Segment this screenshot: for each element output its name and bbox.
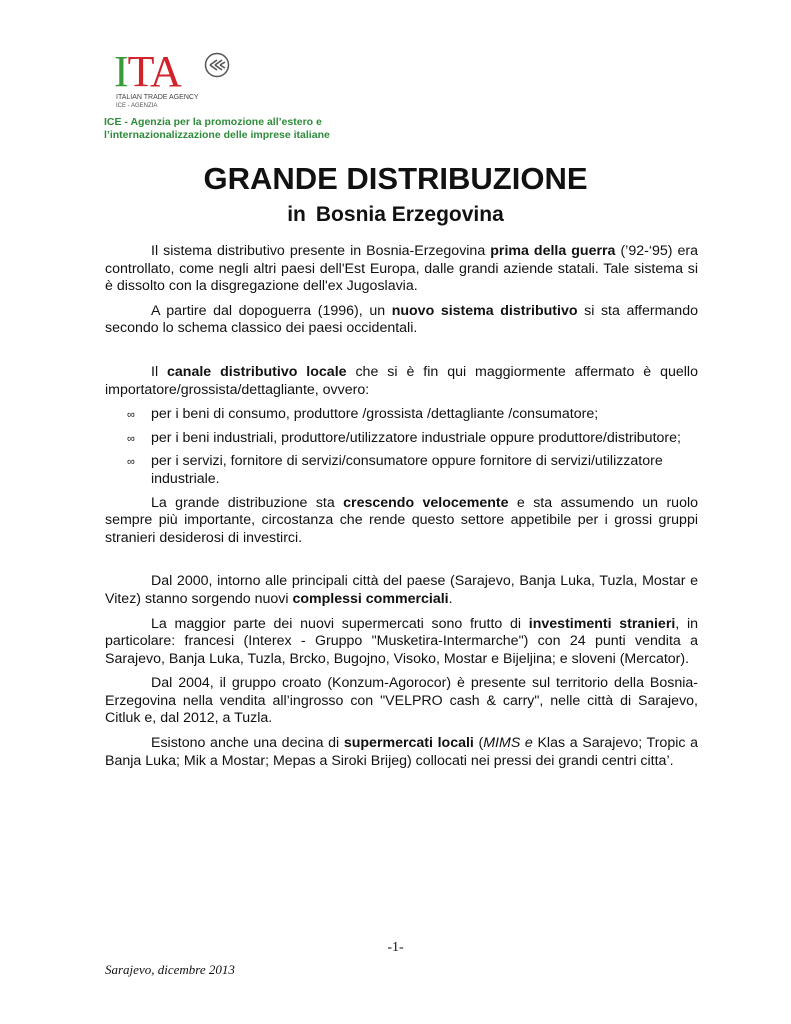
- ita-logo: [114, 47, 234, 114]
- list-item-text: per i beni industriali, produttore/utilizzatore industriale oppure produttore/distributore;: [151, 429, 681, 446]
- ita-arrow-logo-icon: [204, 52, 230, 78]
- paragraph-8-text-c: (: [473, 735, 484, 752]
- paragraph-1: [105, 243, 698, 296]
- paragraph-3: [105, 364, 698, 399]
- paragraph-3-bold: canale distributivo locale: [167, 363, 347, 380]
- paragraph-4-bold: crescendo velocemente: [343, 494, 509, 511]
- footer-place-date: Sarajevo, dicembre 2013: [105, 962, 235, 977]
- paragraph-5: [105, 573, 698, 608]
- paragraph-6-text-c: , in particolare: francesi (Interex - Gruppo "Musketira-Intermarche") con 24 punti vendita a Sarajevo, Banja Luka, Tuzla, Brcko, Bugojno, Visoko, Mostar e Bijeljina; e sloveni (Mercator).: [105, 615, 698, 667]
- agency-description: [104, 116, 404, 142]
- paragraph-6-bold: investimenti stranieri: [528, 615, 676, 632]
- list-item-text: per i servizi, fornitore di servizi/consumatore oppure fornitore di servizi/utilizzatore industriale.: [151, 453, 663, 487]
- paragraph-2-text-c: si sta affermando secondo lo schema classico dei paesi occidentali.: [105, 302, 698, 337]
- spacer: [105, 345, 698, 364]
- paragraph-1-text-c: (’92-‘95) era controllato, come negli altri paesi dell'Est Europa, dalle grandi aziende statali. Tale sistema si è dissolto con la disgregazione dell'ex Jugoslavia.: [105, 243, 699, 295]
- paragraph-4: [105, 495, 698, 548]
- paragraph-7: [105, 675, 698, 728]
- paragraph-6: [105, 616, 698, 669]
- subtitle-prefix: in: [287, 203, 306, 226]
- paragraph-2: [105, 303, 698, 338]
- paragraph-3-text-c: che si è fin qui maggiormente affermato è quello importatore/grossista/dettagliante, ovvero:: [105, 363, 698, 398]
- logo-line-2: ICE - AGENZIA: [116, 103, 158, 109]
- paragraph-2-text-a: A partire dal dopoguerra (1996), un: [151, 302, 392, 319]
- paragraph-6-text-a: La maggior parte dei nuovi supermercati sono frutto di: [151, 615, 529, 632]
- list-item: [105, 406, 698, 424]
- paragraph-8-text-a: Esistono anche una decina di: [151, 735, 344, 752]
- distribution-channel-list: [105, 406, 698, 488]
- paragraph-5-bold: complessi commerciali: [292, 590, 449, 607]
- paragraph-1-bold: prima della guerra: [490, 243, 616, 259]
- agency-line-2: l’internazionalizzazione delle imprese italiane: [104, 129, 330, 141]
- paragraph-3-text-a: Il: [151, 363, 168, 380]
- logo-letter-i: I: [114, 47, 128, 96]
- logo-line-1: ITALIAN TRADE AGENCY: [116, 94, 199, 101]
- subtitle-place: Bosnia Erzegovina: [315, 203, 504, 226]
- paragraph-8-italic: MIMS e: [483, 735, 533, 752]
- document-body: [105, 243, 698, 777]
- paragraph-5-text-c: .: [448, 590, 453, 607]
- paragraph-8-text-e: Klas a Sarajevo; Tropic a Banja Luka; Mik a Mostar; Mepas a Siroki Brijeg) collocati nei pressi dei grandi centri citta’.: [105, 735, 698, 769]
- page-number: -1-: [387, 940, 404, 955]
- paragraph-8-bold: supermercati locali: [343, 735, 474, 752]
- paragraph-4-text-a: La grande distribuzione sta: [151, 494, 344, 511]
- infinity-bullet-icon: ∞: [127, 409, 135, 422]
- page-title: GRANDE DISTRIBUZIONE: [203, 161, 588, 196]
- paragraph-5-text-a: Dal 2000, intorno alle principali città del paese (Sarajevo, Banja Luka, Tuzla, Mostar e Vitez) stanno sorgendo nuovi: [105, 573, 698, 607]
- infinity-bullet-icon: ∞: [127, 456, 135, 469]
- paragraph-1-text-a: Il sistema distributivo presente in Bosnia-Erzegovina: [151, 243, 491, 259]
- paragraph-7-text: Dal 2004, il gruppo croato (Konzum-Agorocor) è presente sul territorio della Bosnia-Erzegovina nella vendita all’ingrosso con "VELPRO cash & carry", nelle città di Sarajevo, Citluk e, dal 2012, a Tuzla.: [105, 675, 698, 727]
- logo-letters-ta: TA: [127, 47, 181, 96]
- paragraph-2-bold: nuovo sistema distributivo: [391, 302, 578, 319]
- infinity-bullet-icon: ∞: [127, 432, 135, 445]
- list-item: [105, 430, 698, 448]
- list-item: [105, 453, 698, 488]
- paragraph-4-text-c: e sta assumendo un ruolo sempre più importante, circostanza che rende questo settore appetibile per i grossi gruppi stranieri desiderosi di investirci.: [105, 494, 699, 546]
- page-subtitle: [0, 203, 791, 227]
- spacer: [105, 554, 698, 573]
- list-item-text: per i beni di consumo, produttore /grossista /dettagliante /consumatore;: [151, 406, 599, 423]
- agency-line-1: ICE - Agenzia per la promozione all’estero e: [104, 116, 322, 128]
- logo-letters: [114, 47, 181, 96]
- paragraph-8: [105, 735, 698, 770]
